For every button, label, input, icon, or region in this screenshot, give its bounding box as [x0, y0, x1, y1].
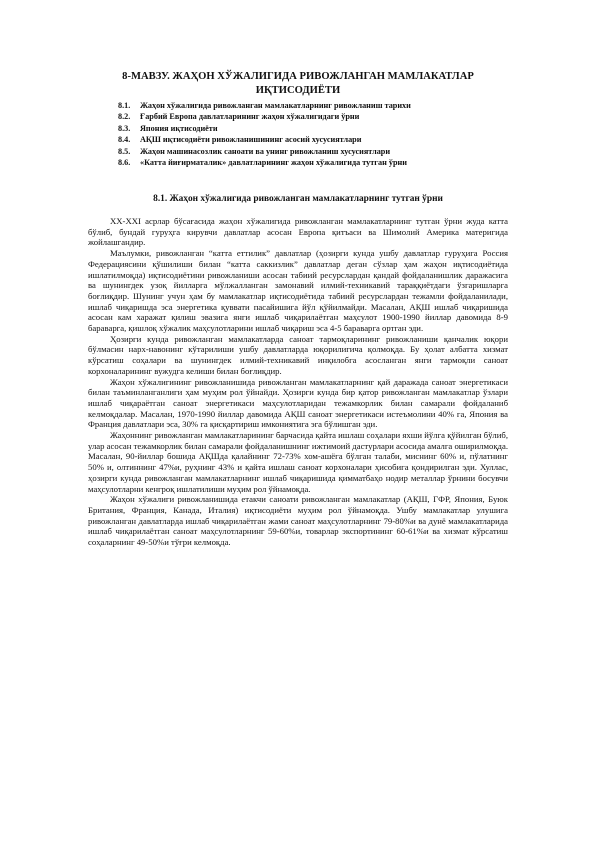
toc-item	[118, 134, 518, 145]
toc-item	[118, 146, 518, 157]
paragraph: Жаҳон хўжалигининг ривожланишида ривожланган мамлакатларнинг қай даражада саноат энергетикаси билан таъминланганлиги ҳам муҳим рол ўйнайди. Ҳозирги кунда бир қатор ривожланган мамлакатлар ўзлари ишлаб чиқараётган саноат энергетикаси маҳсулотларидан тежамкорлик билан самарали фойдаланиб келмоқдалар. Масалан, 1970-1990 йиллар давомида АҚШ саноат энергетикаси истеъмолини 40% га, Япония ва Франция давлатлари эса, 30% га қисқартириш имкониятига эга бўлишган эди.	[88, 376, 508, 430]
toc-item	[118, 100, 518, 111]
paragraph: Маълумки, ривожланган “катта еттилик” давлатлар (ҳозирги кунда ушбу давлатлар гуруҳига Россия Федерациясини қўшилиши билан “катта саккизлик” давлатлар деган сўзлар ҳам жаҳон иқтисодиётида ишлатилмоқда) иқтисодиётини ривожланиши асосан табиий ресурслардан қандай фойдаланишлик даражасига ва шунингдек узоқ йилларга мўлжалланган замонавий илмий-техникавий тараққиётдаги ўзгаришларга боғлиқдир. Шунинг учун ҳам бу мамлакатлар иқтисодиётида табиий ресурслардан тежамли фойдаланилади, ишлаб чиқаришда эса энергетика қуввати пасайишига йўл қўйилмайди. Масалан, АҚШ ишлаб чиқаришида асосан кам харажат қилиш эвазига янги ишлаб чиқарилаётган маҳсулот 1900-1990 йиллар давомида 8-9 бараварга, қишлоқ хўжалик маҳсулотларини ишлаб чиқариш эса 4-5 бараварга ортган эди.	[88, 248, 508, 334]
body-text	[88, 216, 508, 548]
toc-item-number: 8.6.	[118, 158, 131, 168]
paragraph: Ҳозирги кунда ривожланган мамлакатларда саноат тармоқларининг ривожланиши қанчалик юқори бўлмасин нарх-навонинг кўтарилиши ушбу давлатларда юқорилигича қолмоқда. Бу ҳолат албатта хизмат кўрсатиш соҳалари ва шунингдек илмий-техникавий инқилобга асосланган янги тармоқли саноат корхоналарининг вужудга келиши билан боғлиқдир.	[88, 333, 508, 376]
toc-item-number: 8.3.	[118, 123, 131, 133]
paragraph: Жаҳоннинг ривожланган мамлакатларининг барчасида қайта ишлаш соҳалари яхши йўлга қўйилган бўлиб, улар асосан тежамкорлик билан самарали фойдаланишнинг ижтимоий дастурлари асосида амалга оширилмоқда. Масалан, 90-йиллар бошида АҚШда қалайнинг 72-73% хом-ашёга бўлган талаби, миснинг 60% и, пўлатнинг 50% и, олтиннинг 47%и, руҳнинг 43% и қайта ишлаш саноат корхоналари ҳисобига қондирилган эди. Хуллас, ҳозирги кунда ривожланган мамлакатларнинг ишлаб чиқаришида қимматбаҳо нодир металлар ўрнини босувчи маҳсулотларни кенгроқ ишлатилиши муҳим рол ўйнамоқда.	[88, 430, 508, 494]
toc-item-text: Ғарбий Европа давлатларининг жаҳон хўжалигидаги ўрни	[140, 112, 360, 122]
toc-item-number: 8.4.	[118, 135, 131, 145]
toc-item	[118, 123, 518, 134]
toc-item-text: Жаҳон хўжалигида ривожланган мамлакатларнинг ривожланиш тарихи	[140, 101, 411, 110]
toc-item-text: Япония иқтисодиёти	[140, 123, 218, 133]
toc-item-text: Жаҳон машинасозлик саноати ва унинг ривожланиш хусусиятлари	[140, 146, 391, 156]
page-title: 8-МАВЗУ. ЖАҲОН ХЎЖАЛИГИДА РИВОЖЛАНГАН МАМЛАКАТЛАР ИҚТИСОДИЁТИ	[122, 71, 474, 96]
table-of-contents	[118, 100, 518, 168]
toc-item	[118, 111, 518, 122]
paragraph: XX-XXI асрлар бўсағасида жаҳон хўжалигида ривожланган мамлакатларнинг тутган ўрни жуда катта бўлиб, бундай гуруҳга кирувчи давлатлар асосан Европа қитъаси ва Шимолий Америка материгида жойлашгандир.	[88, 216, 508, 248]
paragraph: Жаҳон хўжалиги ривожланишида етакчи саноати ривожланган мамлакатлар (АҚШ, ГФР, Япония, Буюк Британия, Франция, Канада, Италия) иқтисодиёти муҳим рол ўйнамоқда. Ушбу мамлакатлар улушига ривожланган давлатларда ишлаб чиқарилаётган жами саноат маҳсулотларнинг 79-80%и ва дунё мамлакатларида ишлаб чиқарилаётган саноат маҳсулотларнинг 59-60%и, товарлар экспортининг 60-61%и ва хизмат кўрсатиш соҳаларнинг 49-50%и тўғри келмоқда.	[88, 494, 508, 548]
toc-item-number: 8.1.	[118, 101, 131, 110]
toc-item-number: 8.2.	[118, 112, 131, 122]
toc-item	[118, 157, 518, 168]
toc-item-text: АҚШ иқтисодиёти ривожланишининг асосий хусусиятлари	[140, 135, 362, 145]
section-heading: 8.1. Жаҳон хўжалигида ривожланган мамлакатларнинг тутган ўрни	[153, 194, 443, 204]
toc-item-number: 8.5.	[118, 146, 131, 156]
toc-item-text: «Катта йиғирматалик» давлатларининг жаҳон хўжалигида тутган ўрни	[140, 158, 407, 168]
